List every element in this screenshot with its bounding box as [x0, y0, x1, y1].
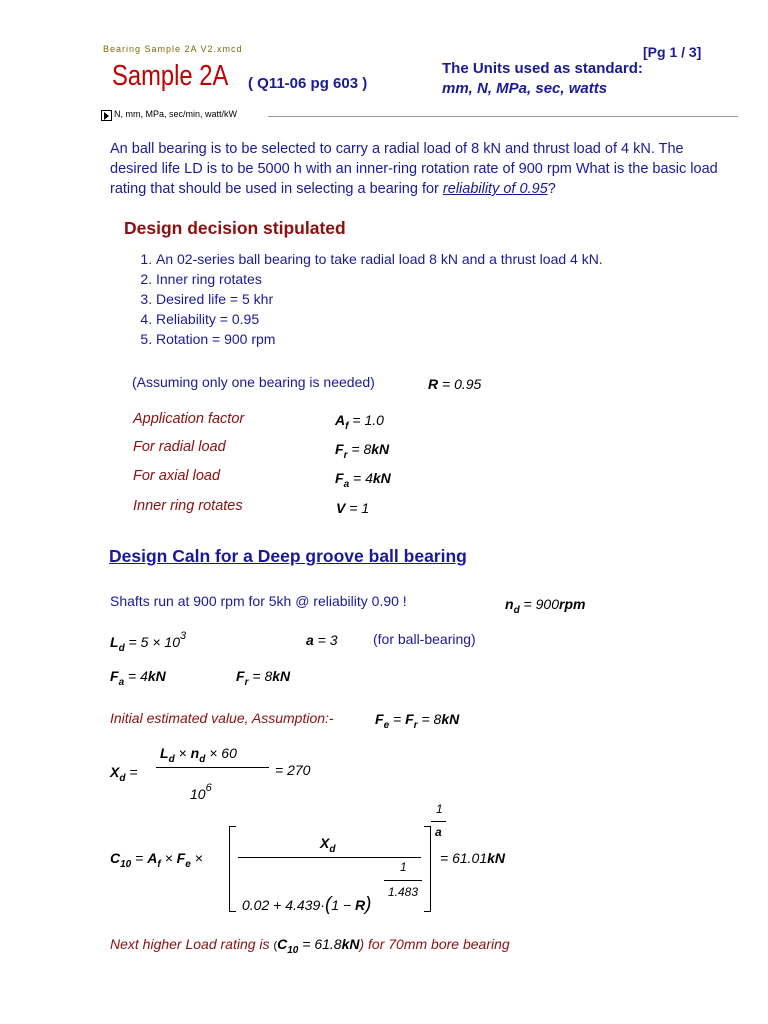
- reliability-equation: R = 0.95: [428, 376, 482, 392]
- problem-text: An ball bearing is to be selected to carry a radial load of 8 kN and thrust load of 4 kN. The desired life LD is to be 5000 h with an inner-ring rotation rate of 900 rpm What is the basic load rating that should be used in selecting a bearing for: [110, 141, 718, 197]
- page-number: [Pg 1 / 3]: [643, 44, 702, 60]
- c10-numerator: $X_d$: [320, 835, 336, 855]
- problem-statement: [110, 139, 730, 199]
- speed-equation: $n_d = 900rpm$: [505, 596, 586, 616]
- fraction-bar: [431, 821, 446, 822]
- decision-list: [130, 249, 603, 349]
- fraction-bar: [238, 857, 421, 858]
- radial-load-calc: $F_r = 8kN$: [236, 668, 291, 688]
- axial-load-calc: $F_a = 4kN$: [110, 668, 166, 688]
- page-title: Sample 2A: [112, 60, 229, 92]
- next-load-rating-note: Next higher Load rating is $(C_{10} = 61.8kN)$ for 70mm bore bearing: [110, 936, 510, 956]
- c10-result: = 61.01kN: [440, 850, 506, 866]
- calculation-heading: Design Caln for a Deep groove ball bearing: [109, 546, 467, 566]
- region-collapse-toggle[interactable]: [101, 110, 112, 121]
- initial-assumption-note: Initial estimated value, Assumption:-: [110, 710, 334, 726]
- inner-exp-denominator: 1.483: [388, 885, 419, 899]
- inner-exp-numerator: 1: [400, 860, 407, 874]
- life-equation: $L_d = 5 \times 10^3$: [110, 630, 187, 654]
- decisions-heading: Design decision stipulated: [124, 218, 346, 238]
- xd-symbol: $X_d$ =: [110, 764, 138, 784]
- exponent-equation: a = 3: [306, 632, 338, 648]
- equivalent-load-equation: $F_e = F_r = 8kN$: [375, 711, 460, 731]
- list-item: 3. Desired life = 5 khr: [156, 289, 603, 309]
- axial-load-equation: $F_a = 4kN$: [335, 470, 391, 490]
- factor-label: Application factor: [133, 411, 245, 427]
- application-factor-equation: $A_f = 1.0$: [335, 412, 384, 432]
- problem-text-end: ?: [547, 181, 556, 197]
- outer-exp-denominator: a: [435, 825, 442, 839]
- region-divider: [268, 116, 738, 117]
- triangle-right-icon: [104, 112, 109, 120]
- right-bracket: [424, 826, 431, 912]
- factor-label: For axial load: [133, 468, 221, 484]
- question-reference: ( Q11-06 pg 603 ): [248, 75, 368, 92]
- reliability-highlight: reliability of 0.95: [442, 181, 548, 197]
- rotation-factor-equation: V = 1: [336, 500, 370, 516]
- list-item: 2. Inner ring rotates: [156, 269, 603, 289]
- fraction-bar: [156, 767, 269, 768]
- xd-result: = 270: [275, 762, 311, 778]
- assumption-note: (Assuming only one bearing is needed): [132, 374, 375, 390]
- radial-load-equation: $F_r = 8kN$: [335, 441, 390, 461]
- outer-exp-numerator: 1: [436, 802, 443, 816]
- ball-bearing-note: (for ball-bearing): [373, 631, 476, 647]
- list-item: 5. Rotation = 900 rpm: [156, 329, 603, 349]
- file-name: Bearing Sample 2A V2.xmcd: [103, 44, 243, 54]
- left-bracket: [229, 826, 236, 912]
- list-item: 1. An 02-series ball bearing to take radial load 8 kN and a thrust load 4 kN.: [156, 249, 603, 269]
- unit-region-label: N, mm, MPa, sec/min, watt/kW: [114, 109, 238, 119]
- factor-label: Inner ring rotates: [133, 498, 243, 514]
- shaft-speed-note: Shafts run at 900 rpm for 5kh @ reliability 0.90 !: [110, 593, 407, 609]
- xd-denominator: $10^6$: [190, 782, 212, 802]
- c10-lhs: $C_{10} = A_f \times F_e$ ×: [110, 850, 203, 870]
- units-list: mm, N, MPa, sec, watts: [442, 80, 608, 97]
- fraction-bar: [384, 880, 422, 881]
- factor-label: For radial load: [133, 439, 226, 455]
- list-item: 4. Reliability = 0.95: [156, 309, 603, 329]
- units-heading: The Units used as standard:: [442, 60, 643, 77]
- xd-numerator: $L_d \times n_d \times 60$: [160, 745, 237, 765]
- c10-denominator: 0.02 + 4.439·(1 − R): [242, 894, 372, 915]
